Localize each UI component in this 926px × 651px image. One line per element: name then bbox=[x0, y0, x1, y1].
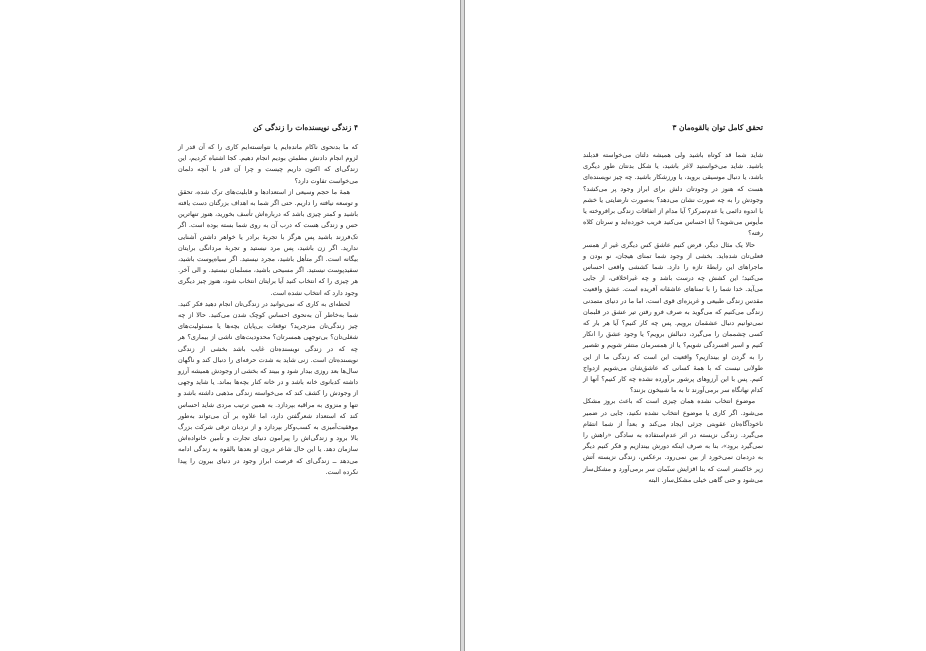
paragraph: همهٔ ما حجم وسیعی از استعدادها و قابلیت‌های ترک شده، تحقق و توسعه نیافته را داریم. حتی اگر شما به اهداف بزرگتان دست یافته باشید و کمتر چیزی باشد که درباره‌اش تأسف بخورید، هنوز تنهاترین حس و زندگی هست که درب آن به روی شما بسته بوده است. اگر تک‌فرزند باشید پس هرگز با تجربهٔ برادر یا خواهر داشتن آشنایی ندارید. اگر زن باشید، پس مرد نیستید و تجربهٔ مردانگی برایتان بیگانه است. اگر متأهل باشید، مجرد نیستید. اگر سیاه‌پوست باشید، سفیدپوست نیستید. اگر مسیحی باشید، مسلمان نیستید. و الی آخر. هر چیزی را که انتخاب کنید آیا برایتان انتخاب شود، هنوز چیز دیگری وجود دارد که انتخاب نشده است. bbox=[178, 187, 358, 297]
running-header-left: ۴ زندگی نویسنده‌ات را زندگی کن bbox=[252, 123, 358, 132]
right-page-body bbox=[583, 150, 763, 486]
paragraph: که ما بدنحوی ناکام مانده‌ایم یا نتوانسته‌ایم کاری را که آن قدر از لزوم انجام دادنش مطمئن بودیم انجام دهیم. کجا اشتباه کردیم، این زندگی‌ای که اکنون داریم چیست و چرا آن قدر با آنچه دلمان می‌خواست تفاوت دارد؟ bbox=[178, 143, 358, 185]
running-header-right: تحقق کامل توان بالقوه‌مان ۳ bbox=[672, 123, 763, 132]
left-page bbox=[0, 0, 460, 651]
paragraph: حالا یک مثال دیگر، فرض کنیم عاشق کس دیگری غیر از همسر فعلی‌تان شده‌اید. بخشی از وجود شما تمنای هیجان، نو بودن و ماجراهای این رابطهٔ تازه را دارد. شما کششی واقعی احساس می‌کنید؛ این کشش چه درست باشد و چه غیراخلاقی، از جایی می‌آید. خدا شما را با تمناهای عاشقانه آفریده است. عشق واقعیت مقدس زندگی طبیعی و غریزه‌ای قوی است، اما ما در دنیای متمدنی زندگی می‌کنیم که می‌گوید به صرف فرو رفتن تیر عشق در قلبمان نمی‌توانیم دنبال عشقمان برویم. پس چه کار کنیم؟ آیا هر بار که کسی چشممان را می‌گیرد، دنبالش برویم؟ یا وجود عشق را انکار کنیم و اسیر افسردگی شویم؟ یا از همسرمان منتفر شویم و تقصیر را به گردن او بیندازیم؟ واقعیت این است که زندگی ما از این طولانی نیست که با همهٔ کسانی که عاشق‌شان می‌شویم ازدواج کنیم. پس با این آرزوهای پرشور برآورده نشده چه کار کنیم؟ آنها از کدام نهانگاه سر برمی‌آورند تا به ما شبیخون بزنند؟ bbox=[583, 240, 763, 395]
left-page-body bbox=[178, 142, 358, 478]
paragraph: لحظه‌ای به کاری که نمی‌توانید در زندگی‌تان انجام دهید فکر کنید. شما به‌خاطر آن به‌نحوی احساس کوچک شدن می‌کنید. حالا از چه چیز زندگی‌تان منزجرید؟ توقعات بی‌پایان بچه‌ها یا مسئولیت‌های شغلی‌تان؟ بی‌توجهی همسرتان؟ محدودیت‌های ناشی از بیماری؟ هر چه که در زندگی نویسنده‌تان غایب باشد بخشی از زندگی نویسنده‌تان است. زنی شاید به شدت حرفه‌ای را دنبال کند و ناگهان سال‌ها بعد روزی بیدار شود و ببیند که بخشی از وجودش همیشه آرزو داشته کدبانوی خانه باشد و در خانه کنار بچه‌ها بماند. یا شاید وجهی از وجودش را کشف کند که می‌خواسته زندگی مذهبی داشته باشد و تنها و منزوی به مراقبه بپردازد. به همین ترتیب مردی شاید احساس کند که استعداد شعرگفتن دارد، اما علاوه بر آن می‌تواند به‌طور موفقیت‌آمیزی به کسب‌وکار بپردازد و از نردبان ترقی شرکت بزرگ بالا برود و زندگی‌اش را پیرامون دنیای تجارت و تأمین خانواده‌اش سازمان دهد. یا این حال شاعر درون او بعدها بالقوه به زندگی ادامه می‌دهد ــ زندگی‌ای که فرصت ابراز وجود در دنیای بیرون را پیدا نکرده است. bbox=[178, 299, 358, 476]
paragraph: شاید شما قد کوتاه باشید ولی همیشه دلتان می‌خواسته قدبلند باشید. شاید می‌خواستید لاغر باشید، یا شکل بدنتان طور دیگری باشد، یا دنبال موسیقی بروید، یا ورزشکار باشید. چه چیز نویسنده‌ای هست که هنوز در وجودتان دلش برای ابراز وجود پر می‌کشد؟ وجودش را به چه صورت نشان می‌دهد؟ به‌صورت نارضایتی یا خشم یا اندوه دائمی یا عدم‌تمرکز؟ آیا مدام از اتفاقات زندگی برافروخته یا مأیوس می‌شوید؟ آیا احساس می‌کنید فریب خورده‌اید و سرتان کلاه رفته؟ bbox=[583, 151, 763, 238]
paragraph: موضوع انتخاب نشده همان چیزی است که باعث بروز مشکل می‌شود. اگر کاری یا موضوع انتخاب نشده نکنید، جایی در ضمیر ناخودآگاه‌تان عقوبتی جزئی ایجاد می‌کند و بعداً از شما انتقام می‌گیرد. زندگی نزیسته در اثر عدم‌استفاده به سادگی «راهش را نمی‌گیرد برود»، بنا به صرف اینکه دورش بیندازیم و فکر کنیم دیگر به دردمان نمی‌خورد از بین نمی‌رود. برعکس، زندگی نزیسته آتش زیر خاکستر است که بنا افزایش سنّمان سر برمی‌آورد و مشکل‌ساز می‌شود و حتی گاهی خیلی مشکل‌ساز. البته bbox=[583, 397, 763, 484]
right-page bbox=[465, 0, 926, 651]
